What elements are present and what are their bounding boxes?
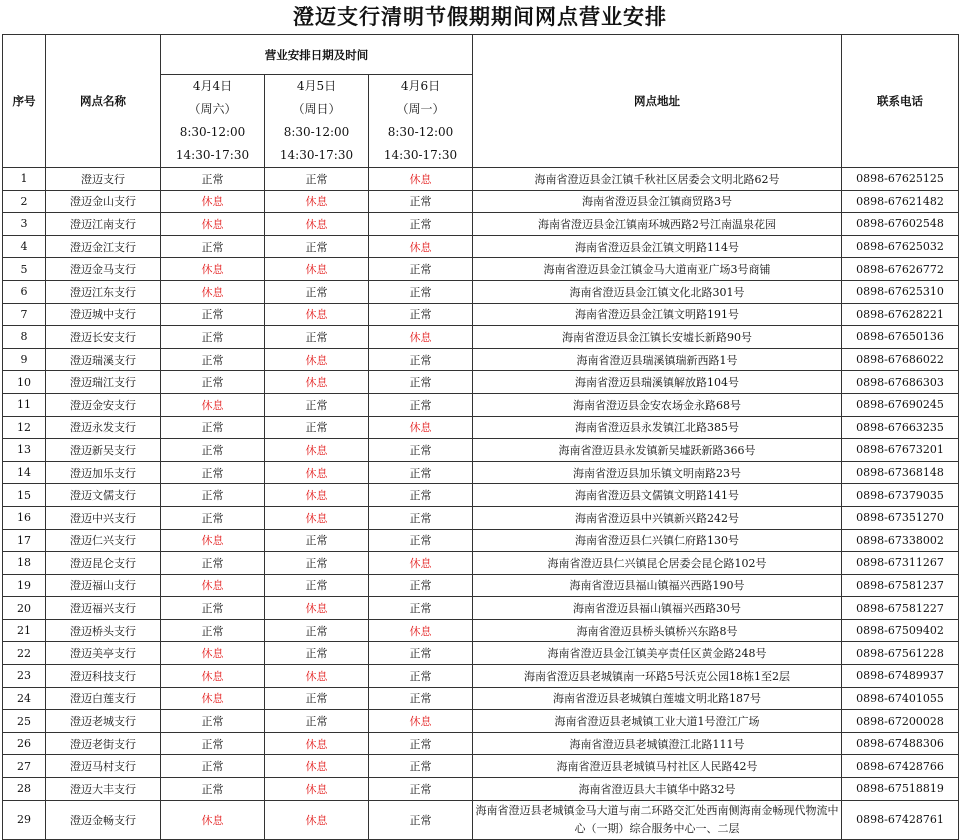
header-date-2-weekday: （周日） [292,102,341,116]
row-number: 14 [3,461,46,484]
header-date-3-day: 4月6日 [400,79,441,93]
branch-address: 海南省澄迈县大丰镇华中路32号 [473,778,842,801]
row-number: 24 [3,687,46,710]
branch-phone: 0898-67561228 [842,642,959,665]
row-number: 1 [3,168,46,191]
branch-name: 澄迈福兴支行 [46,597,161,620]
table-row [3,348,959,371]
branch-address: 海南省澄迈县仁兴镇仁府路130号 [473,529,842,552]
row-number: 12 [3,416,46,439]
branch-name: 澄迈文儒支行 [46,484,161,507]
table-row [3,235,959,258]
row-number: 15 [3,484,46,507]
status-apr6: 休息 [369,552,473,575]
status-apr5: 正常 [265,326,369,349]
branch-address: 海南省澄迈县老城镇南一环路5号沃克公园18栋1至2层 [473,665,842,688]
table-row [3,416,959,439]
branch-phone: 0898-67626772 [842,258,959,281]
branch-address: 海南省澄迈县金江镇文明路191号 [473,303,842,326]
table-row [3,552,959,575]
status-apr6: 休息 [369,326,473,349]
table-row [3,190,959,213]
header-date-2-day: 4月5日 [296,79,337,93]
branch-phone: 0898-67686022 [842,348,959,371]
branch-address: 海南省澄迈县老城镇澄江北路111号 [473,732,842,755]
branch-phone: 0898-67428766 [842,755,959,778]
status-apr5: 休息 [265,439,369,462]
branch-name: 澄迈城中支行 [46,303,161,326]
status-apr5: 正常 [265,642,369,665]
status-apr4: 休息 [161,393,265,416]
row-number: 19 [3,574,46,597]
table-header [3,35,959,168]
status-apr5: 正常 [265,552,369,575]
branch-name: 澄迈昆仑支行 [46,552,161,575]
table-row [3,484,959,507]
branch-address: 海南省澄迈县仁兴镇昆仑居委会昆仑路102号 [473,552,842,575]
branch-name: 澄迈桥头支行 [46,619,161,642]
status-apr4: 正常 [161,416,265,439]
status-apr6: 正常 [369,371,473,394]
status-apr4: 正常 [161,168,265,191]
table-body [3,168,959,840]
row-number: 22 [3,642,46,665]
branch-phone: 0898-67311267 [842,552,959,575]
branch-name: 澄迈金江支行 [46,235,161,258]
status-apr4: 休息 [161,280,265,303]
branch-name: 澄迈瑞溪支行 [46,348,161,371]
branch-name: 澄迈老街支行 [46,732,161,755]
status-apr6: 休息 [369,710,473,733]
branch-phone: 0898-67650136 [842,326,959,349]
row-number: 23 [3,665,46,688]
status-apr6: 正常 [369,687,473,710]
status-apr4: 正常 [161,235,265,258]
status-apr4: 正常 [161,326,265,349]
row-number: 20 [3,597,46,620]
branch-name: 澄迈瑞江支行 [46,371,161,394]
header-name: 网点名称 [46,35,161,168]
row-number: 5 [3,258,46,281]
header-no: 序号 [3,35,46,168]
status-apr4: 正常 [161,303,265,326]
row-number: 21 [3,619,46,642]
header-date-1-weekday: （周六） [188,102,237,116]
status-apr5: 休息 [265,778,369,801]
branch-phone: 0898-67602548 [842,213,959,236]
branch-phone: 0898-67379035 [842,484,959,507]
branch-phone: 0898-67628221 [842,303,959,326]
branch-name: 澄迈老城支行 [46,710,161,733]
header-date-3-am: 8:30-12:00 [387,125,454,139]
branch-name: 澄迈科技支行 [46,665,161,688]
status-apr6: 正常 [369,642,473,665]
branch-address: 海南省澄迈县金江镇文明路114号 [473,235,842,258]
status-apr4: 休息 [161,665,265,688]
status-apr6: 正常 [369,258,473,281]
header-date-3-pm: 14:30-17:30 [383,148,458,162]
header-date-3 [369,75,473,168]
status-apr6: 正常 [369,778,473,801]
status-apr4: 正常 [161,597,265,620]
branch-phone: 0898-67663235 [842,416,959,439]
branch-name: 澄迈永发支行 [46,416,161,439]
status-apr5: 正常 [265,619,369,642]
branch-phone: 0898-67428761 [842,800,959,839]
status-apr6: 正常 [369,213,473,236]
table-row [3,303,959,326]
row-number: 25 [3,710,46,733]
branch-phone: 0898-67200028 [842,710,959,733]
status-apr4: 正常 [161,371,265,394]
row-number: 18 [3,552,46,575]
status-apr4: 休息 [161,529,265,552]
branch-phone: 0898-67621482 [842,190,959,213]
table-row [3,597,959,620]
status-apr5: 休息 [265,258,369,281]
branch-address: 海南省澄迈县桥头镇桥兴东路8号 [473,619,842,642]
table-row [3,326,959,349]
table-row [3,393,959,416]
table-row [3,371,959,394]
branch-name: 澄迈白莲支行 [46,687,161,710]
table-row [3,732,959,755]
branch-name: 澄迈加乐支行 [46,461,161,484]
status-apr4: 正常 [161,710,265,733]
branch-name: 澄迈中兴支行 [46,506,161,529]
branch-name: 澄迈新吴支行 [46,439,161,462]
status-apr5: 正常 [265,574,369,597]
table-row [3,439,959,462]
branch-name: 澄迈金畅支行 [46,800,161,839]
status-apr5: 休息 [265,800,369,839]
branch-phone: 0898-67673201 [842,439,959,462]
status-apr6: 正常 [369,574,473,597]
branch-address: 海南省澄迈县金江镇金马大道南亚广场3号商铺 [473,258,842,281]
branch-phone: 0898-67351270 [842,506,959,529]
status-apr5: 正常 [265,710,369,733]
branch-name: 澄迈金山支行 [46,190,161,213]
table-row [3,258,959,281]
status-apr6: 休息 [369,235,473,258]
branch-address: 海南省澄迈县永发镇江北路385号 [473,416,842,439]
branch-address: 海南省澄迈县金江镇美亭责任区黄金路248号 [473,642,842,665]
branch-name: 澄迈金安支行 [46,393,161,416]
row-number: 28 [3,778,46,801]
header-date-3-weekday: （周一） [396,102,445,116]
status-apr5: 休息 [265,348,369,371]
status-apr4: 休息 [161,687,265,710]
status-apr4: 正常 [161,348,265,371]
status-apr4: 休息 [161,574,265,597]
status-apr6: 正常 [369,597,473,620]
branch-address: 海南省澄迈县文儒镇文明路141号 [473,484,842,507]
status-apr5: 休息 [265,665,369,688]
branch-phone: 0898-67690245 [842,393,959,416]
header-address: 网点地址 [473,35,842,168]
row-number: 2 [3,190,46,213]
branch-phone: 0898-67625032 [842,235,959,258]
branch-address: 海南省澄迈县金江镇商贸路3号 [473,190,842,213]
table-row [3,213,959,236]
status-apr5: 正常 [265,235,369,258]
branch-address: 海南省澄迈县加乐镇文明南路23号 [473,461,842,484]
branch-phone: 0898-67581227 [842,597,959,620]
row-number: 29 [3,800,46,839]
status-apr4: 正常 [161,755,265,778]
status-apr6: 正常 [369,303,473,326]
row-number: 3 [3,213,46,236]
row-number: 27 [3,755,46,778]
branch-phone: 0898-67509402 [842,619,959,642]
branch-phone: 0898-67625310 [842,280,959,303]
row-number: 4 [3,235,46,258]
status-apr5: 休息 [265,213,369,236]
header-date-2-am: 8:30-12:00 [283,125,350,139]
table-row [3,280,959,303]
header-schedule-group: 营业安排日期及时间 [161,35,473,75]
status-apr6: 正常 [369,348,473,371]
branch-address: 海南省澄迈县老城镇马村社区人民路42号 [473,755,842,778]
branch-phone: 0898-67401055 [842,687,959,710]
status-apr4: 正常 [161,619,265,642]
status-apr5: 休息 [265,506,369,529]
branch-phone: 0898-67581237 [842,574,959,597]
page-title: 澄迈支行清明节假期期间网点营业安排 [293,4,667,29]
branch-phone: 0898-67686303 [842,371,959,394]
branch-name: 澄迈福山支行 [46,574,161,597]
status-apr5: 休息 [265,461,369,484]
table-row [3,506,959,529]
status-apr5: 正常 [265,529,369,552]
table-row [3,665,959,688]
row-number: 8 [3,326,46,349]
table-row [3,529,959,552]
row-number: 26 [3,732,46,755]
branch-phone: 0898-67368148 [842,461,959,484]
table-row [3,619,959,642]
status-apr5: 休息 [265,371,369,394]
header-date-1-day: 4月4日 [192,79,233,93]
table-row [3,574,959,597]
header-date-1-am: 8:30-12:00 [179,125,246,139]
branch-name: 澄迈支行 [46,168,161,191]
status-apr6: 正常 [369,393,473,416]
row-number: 10 [3,371,46,394]
branch-address: 海南省澄迈县老城镇白莲墟文明北路187号 [473,687,842,710]
status-apr6: 正常 [369,190,473,213]
status-apr4: 休息 [161,800,265,839]
branch-phone: 0898-67518819 [842,778,959,801]
status-apr6: 正常 [369,529,473,552]
status-apr4: 正常 [161,439,265,462]
status-apr5: 正常 [265,168,369,191]
branch-name: 澄迈江南支行 [46,213,161,236]
branch-address: 海南省澄迈县金江镇千秋社区居委会文明北路62号 [473,168,842,191]
branch-address: 海南省澄迈县金江镇文化北路301号 [473,280,842,303]
row-number: 9 [3,348,46,371]
branch-address: 海南省澄迈县老城镇工业大道1号澄江广场 [473,710,842,733]
status-apr6: 正常 [369,732,473,755]
status-apr5: 休息 [265,755,369,778]
status-apr5: 休息 [265,597,369,620]
branch-phone: 0898-67489937 [842,665,959,688]
table-row [3,642,959,665]
branch-address: 海南省澄迈县中兴镇新兴路242号 [473,506,842,529]
branch-address: 海南省澄迈县瑞溪镇解放路104号 [473,371,842,394]
branch-phone: 0898-67338002 [842,529,959,552]
branch-address: 海南省澄迈县金江镇长安墟长新路90号 [473,326,842,349]
table-row [3,687,959,710]
table-row [3,461,959,484]
table-row [3,800,959,839]
status-apr5: 休息 [265,303,369,326]
branch-address: 海南省澄迈县福山镇福兴西路190号 [473,574,842,597]
branch-name: 澄迈马村支行 [46,755,161,778]
status-apr5: 正常 [265,280,369,303]
table-row [3,168,959,191]
header-date-2-pm: 14:30-17:30 [279,148,354,162]
row-number: 11 [3,393,46,416]
status-apr4: 正常 [161,506,265,529]
row-number: 13 [3,439,46,462]
status-apr4: 正常 [161,552,265,575]
status-apr6: 正常 [369,665,473,688]
table-row [3,778,959,801]
status-apr6: 正常 [369,800,473,839]
status-apr6: 正常 [369,439,473,462]
row-number: 16 [3,506,46,529]
branch-phone: 0898-67625125 [842,168,959,191]
row-number: 7 [3,303,46,326]
branch-address: 海南省澄迈县金江镇南环城西路2号江南温泉花园 [473,213,842,236]
branch-address: 海南省澄迈县福山镇福兴西路30号 [473,597,842,620]
status-apr6: 正常 [369,755,473,778]
status-apr5: 休息 [265,190,369,213]
status-apr4: 正常 [161,732,265,755]
status-apr4: 休息 [161,258,265,281]
status-apr6: 正常 [369,484,473,507]
header-phone: 联系电话 [842,35,959,168]
status-apr5: 正常 [265,393,369,416]
header-date-1-pm: 14:30-17:30 [175,148,250,162]
branch-name: 澄迈仁兴支行 [46,529,161,552]
status-apr4: 休息 [161,213,265,236]
header-date-1 [161,75,265,168]
status-apr5: 休息 [265,732,369,755]
branch-name: 澄迈美亭支行 [46,642,161,665]
status-apr4: 正常 [161,461,265,484]
header-date-2 [265,75,369,168]
table-row [3,710,959,733]
branch-phone: 0898-67488306 [842,732,959,755]
status-apr4: 休息 [161,642,265,665]
status-apr6: 正常 [369,461,473,484]
row-number: 17 [3,529,46,552]
branch-address: 海南省澄迈县永发镇新吴墟跃新路366号 [473,439,842,462]
status-apr5: 正常 [265,416,369,439]
status-apr4: 正常 [161,484,265,507]
status-apr4: 休息 [161,190,265,213]
branch-address: 海南省澄迈县老城镇金马大道与南二环路交汇处西南侧海南金畅现代物流中心（一期）综合服务中心一、二层 [473,800,842,839]
table-row [3,755,959,778]
branch-address: 海南省澄迈县金安农场金永路68号 [473,393,842,416]
row-number: 6 [3,280,46,303]
schedule-table [2,34,959,840]
status-apr5: 正常 [265,687,369,710]
status-apr4: 正常 [161,778,265,801]
status-apr6: 正常 [369,506,473,529]
branch-name: 澄迈金马支行 [46,258,161,281]
branch-name: 澄迈大丰支行 [46,778,161,801]
branch-address: 海南省澄迈县瑞溪镇瑞新西路1号 [473,348,842,371]
branch-name: 澄迈江东支行 [46,280,161,303]
status-apr6: 正常 [369,280,473,303]
status-apr6: 休息 [369,416,473,439]
status-apr6: 休息 [369,168,473,191]
status-apr6: 休息 [369,619,473,642]
branch-name: 澄迈长安支行 [46,326,161,349]
status-apr5: 休息 [265,484,369,507]
